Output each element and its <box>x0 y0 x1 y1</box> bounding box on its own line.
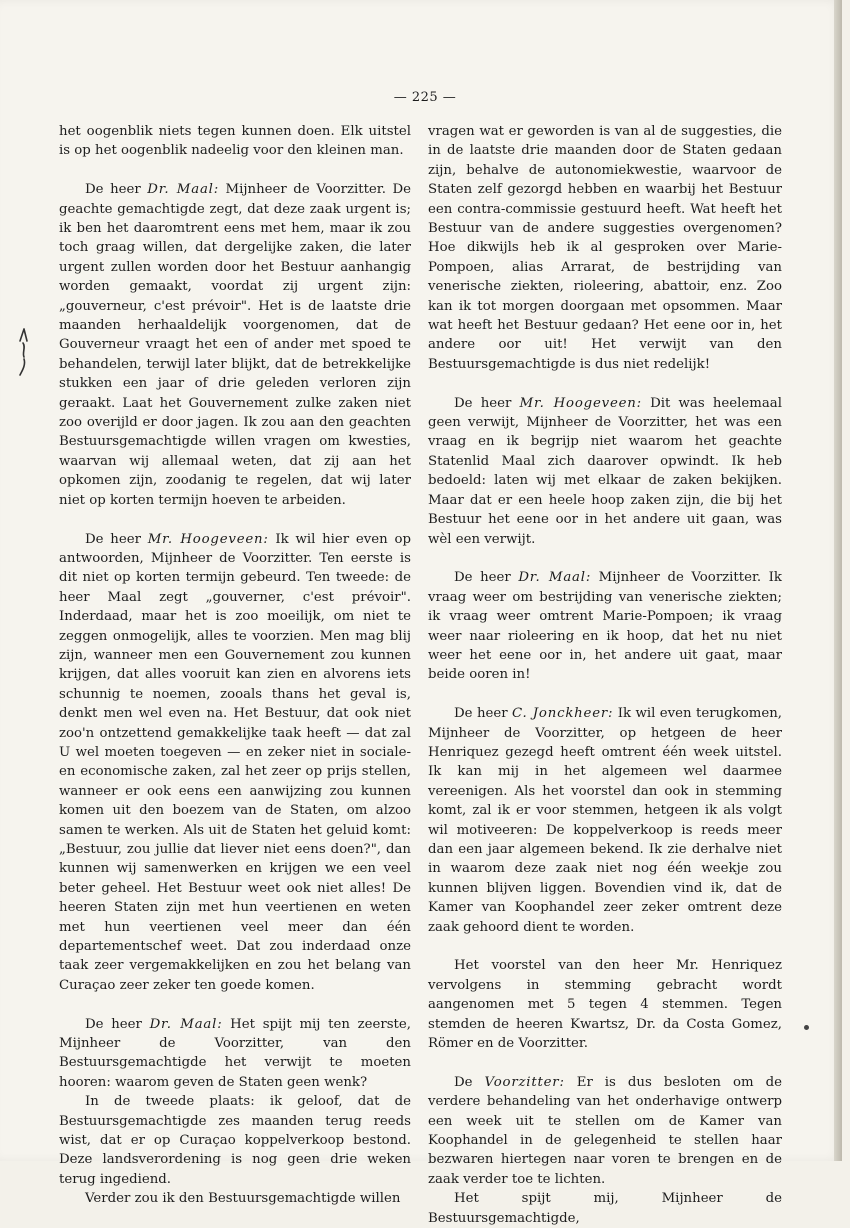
paragraph-text: Verder zou ik den Bestuursgemachtigde willen <box>85 1191 401 1207</box>
paragraph <box>428 122 782 374</box>
paragraph-text: Het spijt mij, Mijnheer de Bestuursgemachtigde, <box>428 1191 782 1226</box>
speaker-name: Dr. Maal: <box>518 570 592 586</box>
speaker-prefix: De heer <box>454 570 519 586</box>
paragraph-text: Het voorstel van den heer Mr. Henriquez vervolgens in stemming gebracht wordt aangenomen met 5 tegen 4 stemmen. Tegen stemden de heeren Kwartsz, Dr. da Costa Gomez, Römer en de Voorzitter. <box>428 958 782 1052</box>
speaker-prefix: De heer <box>454 395 520 411</box>
paragraph-text: het oogenblik niets tegen kunnen doen. Elk uitstel is op het oogenblik nadeelig voor den kleinen man. <box>59 124 411 159</box>
paragraph <box>59 530 411 996</box>
speaker-name: Dr. Maal: <box>149 1016 223 1032</box>
paragraph-text: Mijnheer de Voorzitter. De geachte gemachtigde zegt, dat deze zaak urgent is; ik ben het daaromtrent eens met hem, maar ik zou toch graag willen, dat dergelijke zaken, die later urgent zullen worden door het Bestuur aanhangig worden gemaakt, voordat zij urgent zijn: „gouverneur, c'est prévoir". Het is de laatste drie maanden herhaaldelijk voorgenomen, dat de Gouverneur vraagt het een of ander met spoed te behandelen, terwijl later blijkt, dat de betrekkelijke stukken een jaar of drie geleden verloren zijn geraakt. Laat het Gouvernement zulke zaken niet zoo overijld er door jagen. Ik zou aan den geachten Bestuursgemachtigde willen vragen om kwesties, waarvan wij allemaal weten, dat zij aan het opkomen zijn, zoodanig te regelen, dat wij later niet op korten termijn hoeven te arbeiden. <box>59 182 411 508</box>
speaker-prefix: De <box>454 1074 485 1090</box>
speaker-name: C. Jonckheer: <box>512 706 614 722</box>
paragraph <box>428 956 782 1053</box>
margin-annotation-mark <box>14 327 34 377</box>
speaker-prefix: De heer <box>85 182 148 198</box>
page-number: — 225 — <box>393 90 457 105</box>
paragraph-text: Het spijt mij ten zeerste, Mijnheer de Voorzitter, van den Bestuursgemachtigde het verwijt te moeten hooren: waarom geven de Staten geen wenk? <box>59 1016 411 1090</box>
left-column <box>59 122 411 1209</box>
paragraph <box>59 1189 411 1208</box>
speaker-prefix: De heer <box>454 706 513 722</box>
paragraph-text: Ik wil hier even op antwoorden, Mijnheer de Voorzitter. Ten eerste is dit niet op korten termijn gebeurd. Ten tweede: de heer Maal zegt „gouverner, c'est prévoir". Inderdaad, maar het is zoo moeilijk, om niet te zeggen onmogelijk, alles te voorzien. Men mag blij zijn, wanneer men een Gouvernement zou kunnen krijgen, dat alles vooruit kan zien en alvorens iets schunnig te noemen, zooals thans het geval is, denkt men wel even na. Het Bestuur, dat ook niet zoo'n ontzettend gemakkelijke taak heeft — dat zal U wel moeten toegeven — en zeker niet in sociale- en economische zaken, zal het zeer op prijs stellen, wanneer er ook eens een aanwijzing zou kunnen komen uit den boezem van de Staten, om alzoo samen te werken. Als uit de Staten het geluid komt: „Bestuur, zou jullie dat liever niet eens doen?", dan kunnen wij samenwerken en krijgen we een veel beter geheel. Het Bestuur weet ook niet alles! De heeren Staten zijn met hun veertienen en weten met hun veertienen veel meer dan één departementschef weet. Dat zou inderdaad onze taak zeer vergemakkelijken en zou het belang van Curaçao zeer zeker ten goede komen. <box>59 531 411 993</box>
paragraph <box>428 568 782 684</box>
paragraph <box>428 1189 782 1228</box>
speaker-name: Mr. Hoogeveen: <box>147 531 269 547</box>
paragraph <box>59 1092 411 1189</box>
paragraph-text: In de tweede plaats: ik geloof, dat de Bestuursgemachtigde zes maanden terug reeds wist, dat er op Curaçao koppelverkoop bestond. Deze landsverordening is nog geen drie weken terug ingediend. <box>59 1094 411 1187</box>
paragraph <box>59 122 411 161</box>
speaker-prefix: De heer <box>85 531 148 547</box>
ink-dot <box>804 1025 809 1030</box>
page-edge <box>834 0 842 1161</box>
paragraph <box>428 1073 782 1189</box>
speaker-name: Voorzitter: <box>484 1074 565 1090</box>
paragraph <box>428 704 782 937</box>
paragraph <box>59 1015 411 1093</box>
paragraph-text: Ik wil even terugkomen, Mijnheer de Voorzitter, op hetgeen de heer Henriquez gezegd heeft omtrent één week uitstel. Ik kan mij in het algemeen wel daarmee vereenigen. Als het voorstel dan ook in stemming komt, zal ik er voor stemmen, hetgeen ik als volgt wil motiveeren: De koppelverkoop is reeds meer dan een jaar algemeen bekend. Ik zie derhalve niet in waarom deze zaak niet nog één weekje zou kunnen blijven liggen. Bovendien vind ik, dat de Kamer van Koophandel zeer zeker omtrent deze zaak gehoord dient te worden. <box>428 706 782 935</box>
paragraph <box>428 394 782 549</box>
speaker-prefix: De heer <box>85 1016 150 1032</box>
speaker-name: Dr. Maal: <box>147 182 220 198</box>
speaker-name: Mr. Hoogeveen: <box>519 395 642 411</box>
right-column <box>428 122 782 1228</box>
paragraph-text: Mijnheer de Voorzitter. Ik vraag weer om bestrijding van venerische ziekten; ik vraag weer omtrent Marie-Pompoen; ik vraag weer naar rioleering en ik hoop, dat het nu niet weer het eene oor in, het andere uit gaat, maar beide ooren in! <box>428 570 782 683</box>
paragraph <box>59 180 411 510</box>
paragraph-text: vragen wat er geworden is van al de suggesties, die in de laatste drie maanden door de Staten gedaan zijn, behalve de autonomiekwestie, waarvoor de Staten zelf gezorgd hebben en waarbij het Bestuur een contra-commissie gestuurd heeft. Wat heeft het Bestuur van de andere suggesties overgenomen? Hoe dikwijls heb ik al gesproken over Marie-Pompoen, alias Arrarat, de bestrijding van venerische ziekten, rioleering, abattoir, enz. Zoo kan ik tot morgen doorgaan met opsommen. Maar wat heeft het Bestuur gedaan? Het eene oor in, het andere oor uit! Het verwijt van den Bestuursgemachtigde is dus niet redelijk! <box>428 124 782 372</box>
paragraph-text: Dit was heelemaal geen verwijt, Mijnheer de Voorzitter, het was een vraag en ik begrijp niet waarom het geachte Statenlid Maal zich daarover opwindt. Ik heb bedoeld: laten wij met elkaar de zaken bekijken. Maar dat er een heele hoop zaken zijn, die bij het Bestuur het eene oor in het andere uit gaan, was wèl een verwijt. <box>428 395 782 547</box>
paragraph-text: Er is dus besloten om de verdere behandeling van het onderhavige ontwerp een week uit te stellen om de Kamer van Koophandel in de gelegenheid te stellen haar bezwaren hiertegen naar voren te brengen en de zaak verder toe te lichten. <box>428 1074 782 1187</box>
